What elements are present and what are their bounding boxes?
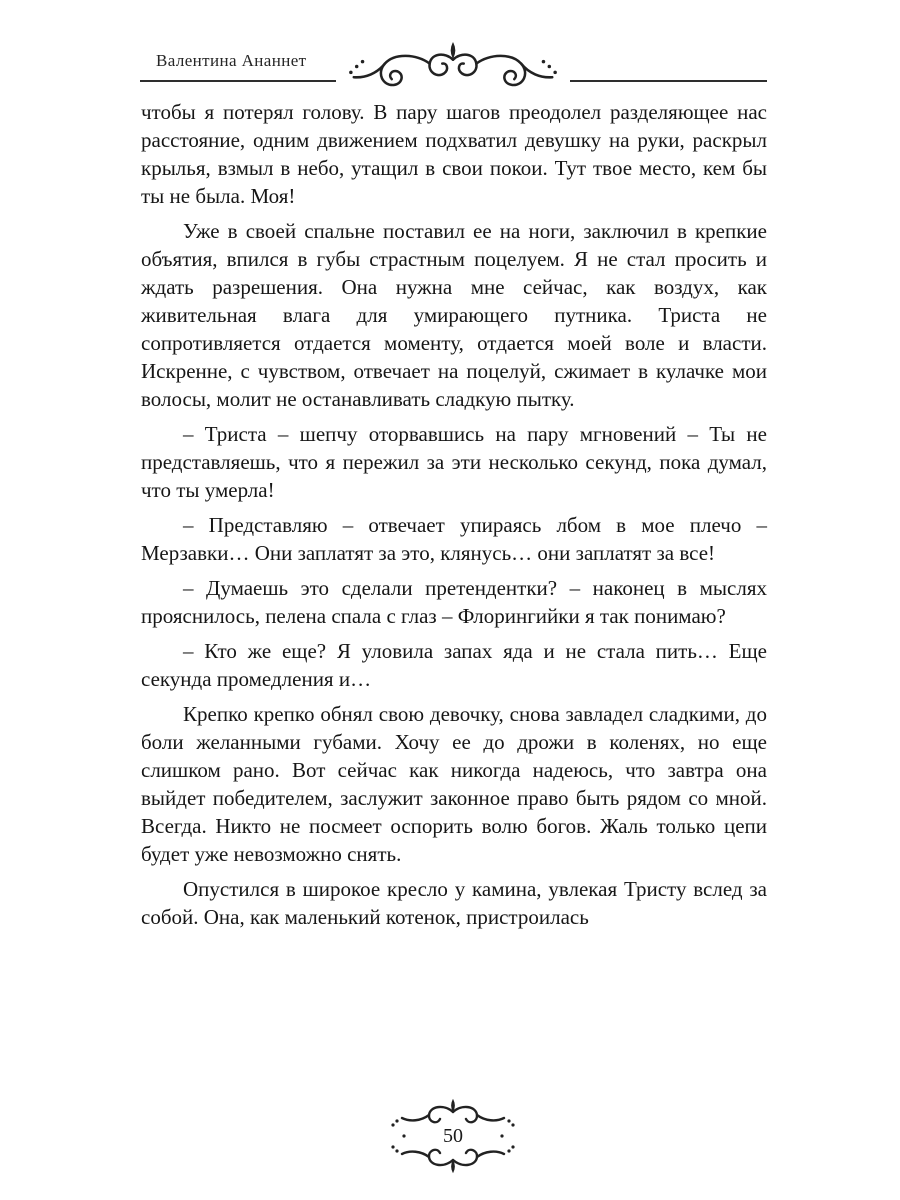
paragraph: – Триста – шепчу оторвавшись на пару мгновений – Ты не представляешь, что я пережил за эти несколько секунд, пока думал, что ты умерла! xyxy=(141,422,767,502)
paragraph: Крепко крепко обнял свою девочку, снова завладел сладкими, до боли желанными губами. Хочу ее до дрожи в коленях, но еще слишком рано. Вот сейчас как никогда надеюсь, что завтра она выйдет победителем, заслужит законное право быть рядом со мной. Всегда. Никто не посмеет оспорить волю богов. Жаль только цепи будет уже невозможно снять. xyxy=(141,702,767,866)
page-number: 50 xyxy=(443,1125,463,1147)
paragraph: – Представляю – отвечает упираясь лбом в мое плечо – Мерзавки… Они заплатят за это, клянусь… они заплатят за все! xyxy=(141,513,767,565)
author-name: Валентина Ананнет xyxy=(156,51,307,70)
paragraph: – Кто же еще? Я уловила запах яда и не стала пить… Еще секунда промедления и… xyxy=(141,639,767,691)
flourish-ornament-icon xyxy=(336,40,570,93)
paragraph: – Думаешь это сделали претендентки? – наконец в мыслях прояснилось, пелена спала с глаз – Флорингийки я так понимаю? xyxy=(141,576,767,628)
page-number-cartouche-icon xyxy=(388,1098,518,1174)
paragraph: Уже в своей спальне поставил ее на ноги, заключил в крепкие объятия, впился в губы страстным поцелуем. Я не стал просить и ждать разрешения. Она нужна мне сейчас, как воздух, как живительная влага для умирающего путника. Триста не сопротивляется отдается моменту, отдается моей воле и власти. Искренне, с чувством, отвечает на поцелуй, сжимает в кулачке мои волосы, молит не останавливать сладкую пытку. xyxy=(141,219,767,411)
page-body xyxy=(141,98,767,938)
paragraph: чтобы я потерял голову. В пару шагов преодолел разделяющее нас расстояние, одним движением подхватил девушку на руки, раскрыл крылья, взмыл в небо, утащил в свои покои. Тут твое место, кем бы ты не была. Моя! xyxy=(141,100,767,208)
paragraph: Опустился в широкое кресло у камина, увлекая Тристу вслед за собой. Она, как маленький котенок, пристроилась xyxy=(141,877,767,929)
